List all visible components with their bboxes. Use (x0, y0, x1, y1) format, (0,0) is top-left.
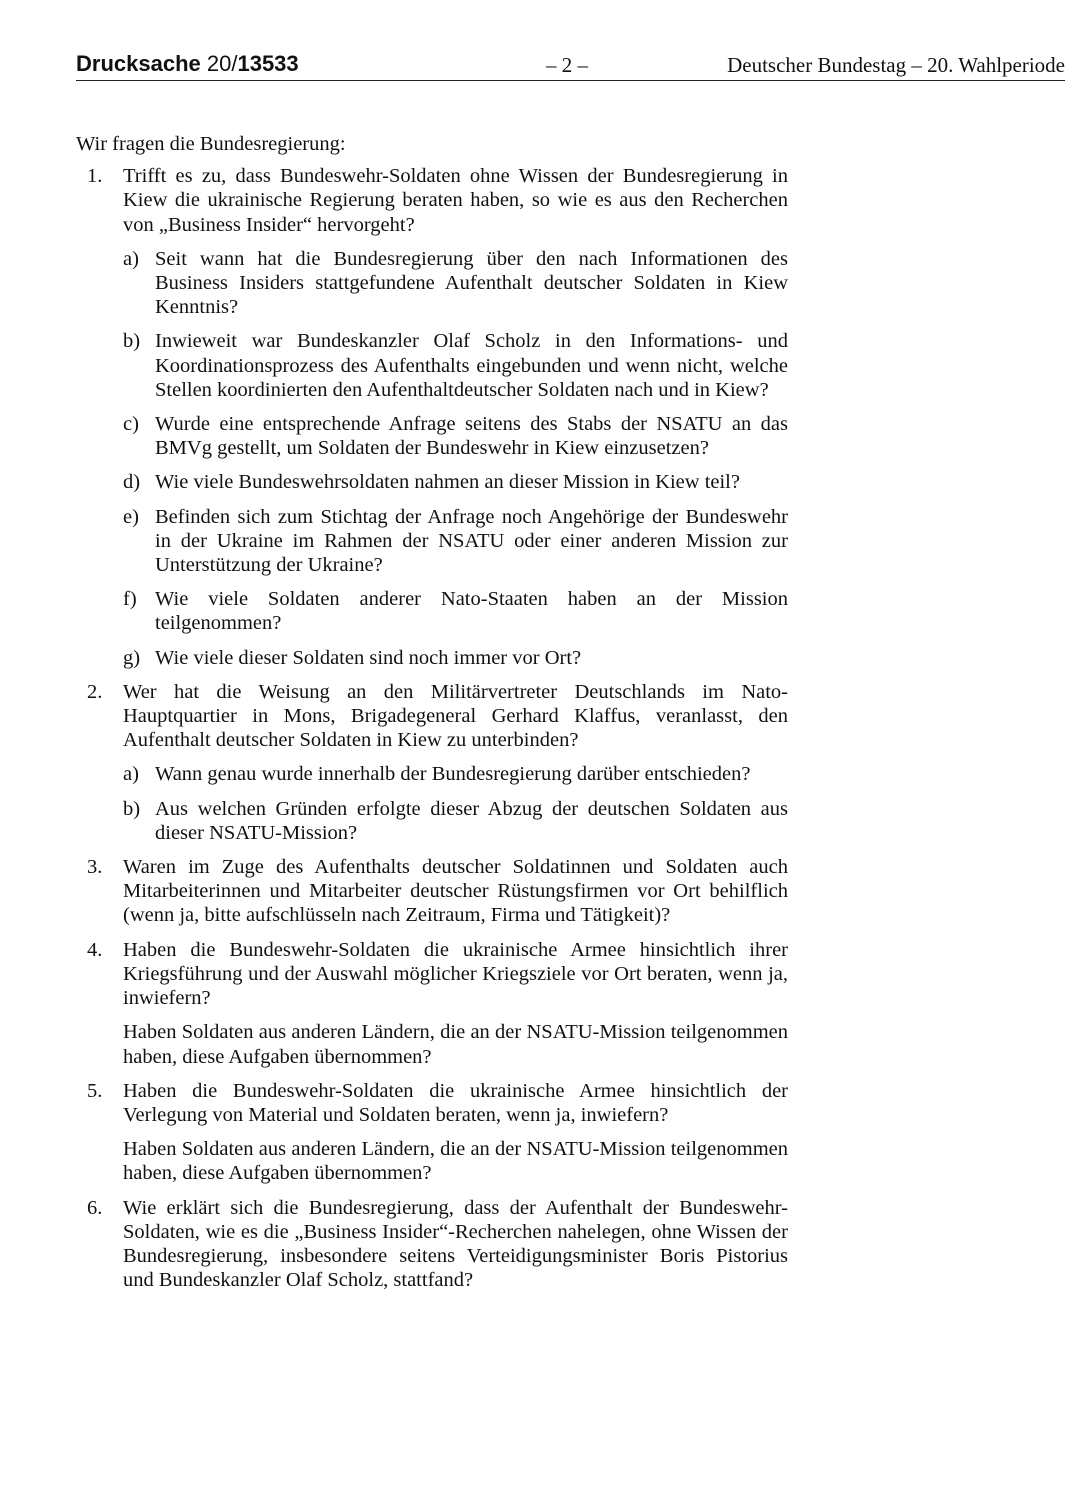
question-number: 2. (87, 680, 103, 703)
sub-question (123, 797, 788, 845)
sub-question-label: a) (123, 763, 139, 786)
document-body (76, 132, 788, 1302)
question-followup: Haben Soldaten aus anderen Ländern, die an der NSATU-Mission teilgenommen haben, diese Aufgaben übernommen? (123, 1138, 788, 1185)
question-list (76, 164, 788, 1292)
question-number: 5. (87, 1079, 103, 1102)
header-divider (76, 80, 1065, 81)
doc-label-text: Drucksache (76, 51, 201, 76)
intro-text: Wir fragen die Bundesregierung: (76, 133, 346, 155)
sub-question-text: Wann genau wurde innerhalb der Bundesregierung darüber entschieden? (155, 763, 751, 786)
sub-question-text: Seit wann hat die Bundesregierung über den nach Informationen des Business Insiders stattgefundene Aufenthalt deutscher Soldaten in Kiew Kenntnis? (155, 247, 788, 319)
page-header (76, 50, 1065, 82)
sub-question-text: Wurde eine entsprechende Anfrage seitens des Stabs der NSATU an das BMVg gestellt, um Soldaten der Bundeswehr in Kiew einzusetzen? (155, 413, 788, 460)
sub-question (123, 470, 788, 494)
sub-question (123, 762, 788, 786)
question-item (76, 1196, 788, 1293)
question-item (76, 164, 788, 670)
sub-question (123, 247, 788, 320)
page-number: – 2 – (546, 53, 588, 77)
question-number: 3. (87, 856, 103, 879)
sub-question-label: d) (123, 471, 141, 494)
doc-number-part1: 20/ (206, 51, 238, 76)
sub-question-text: Befinden sich zum Stichtag der Anfrage noch Angehörige der Bundeswehr in der Ukraine im Rahmen der NSATU oder einer anderen Mission zur Unterstützung der Ukraine? (155, 505, 788, 577)
question-text: Wie erklärt sich die Bundesregierung, dass der Aufenthalt der Bundeswehr-Soldaten, wie es die „Business Insider“-Recherchen nahelegen, ohne Wissen der Bundesregierung, insbesondere seitens Verteidigungsminister Boris Pistorius und Bundeskanzler Olaf Scholz, stattfand? (123, 1196, 788, 1292)
question-text: Haben die Bundeswehr-Soldaten die ukrainische Armee hinsichtlich der Verlegung von Material und Soldaten beraten, wenn ja, inwiefern? (123, 1079, 788, 1126)
sub-question (123, 412, 788, 460)
document-number (76, 50, 299, 78)
question-text: Trifft es zu, dass Bundeswehr-Soldaten ohne Wissen der Bundesregierung in Kiew die ukrainische Regierung beraten haben, so wie es aus den Recherchen von „Business Insider“ hervorgeht? (123, 165, 788, 236)
parliament-period: Deutscher Bundestag – 20. Wahlperiode (727, 53, 1065, 77)
question-item (76, 855, 788, 928)
question-item (76, 938, 788, 1069)
sub-question (123, 646, 788, 670)
sub-question-text: Wie viele Soldaten anderer Nato-Staaten haben an der Mission teilgenommen? (155, 588, 788, 635)
sub-question-text: Inwieweit war Bundeskanzler Olaf Scholz in den Informations- und Koordinationsprozess des Aufenthalts eingebunden und wenn nicht, welche Stellen koordinierten den Aufenthaltdeutscher Soldaten nach und in Kiew? (155, 330, 788, 401)
question-number: 1. (87, 165, 103, 188)
sub-question-label: e) (123, 505, 139, 528)
question-number: 6. (87, 1196, 103, 1219)
question-text: Waren im Zuge des Aufenthalts deutscher Soldatinnen und Soldaten auch Mitarbeiterinnen und Mitarbeiter deutscher Rüstungsfirmen vor Ort behilflich (wenn ja, bitte aufschlüsseln nach Zeitraum, Firma und Tätigkeit)? (123, 856, 788, 927)
sub-question (123, 587, 788, 635)
sub-question-text: Wie viele Bundeswehrsoldaten nahmen an dieser Mission in Kiew teil? (155, 471, 740, 494)
doc-number-part2: 13533 (237, 51, 299, 76)
sub-question-label: g) (123, 646, 141, 669)
question-item (76, 1079, 788, 1186)
sub-question-label: c) (123, 413, 139, 436)
question-followup: Haben Soldaten aus anderen Ländern, die an der NSATU-Mission teilgenommen haben, diese Aufgaben übernommen? (123, 1021, 788, 1068)
sub-question-text: Wie viele dieser Soldaten sind noch immer vor Ort? (155, 646, 582, 669)
sub-question-label: a) (123, 247, 139, 270)
question-text: Haben die Bundeswehr-Soldaten die ukrainische Armee hinsichtlich ihrer Kriegsführung und der Auswahl möglicher Kriegsziele vor Ort beraten, wenn ja, inwiefern? (123, 938, 788, 1010)
sub-question (123, 505, 788, 578)
question-number: 4. (87, 938, 103, 961)
sub-question-label: b) (123, 797, 141, 820)
sub-question-label: f) (123, 588, 137, 611)
sub-question-text: Aus welchen Gründen erfolgte dieser Abzug der deutschen Soldaten aus dieser NSATU-Mission? (155, 797, 788, 844)
sub-question (123, 329, 788, 402)
question-item (76, 680, 788, 845)
question-text: Wer hat die Weisung an den Militärvertreter Deutschlands im Nato-Hauptquartier in Mons, Brigadegeneral Gerhard Klaffus, veranlasst, den Aufenthalt deutscher Soldaten in Kiew zu unterbinden? (123, 680, 788, 752)
sub-question-label: b) (123, 330, 141, 353)
